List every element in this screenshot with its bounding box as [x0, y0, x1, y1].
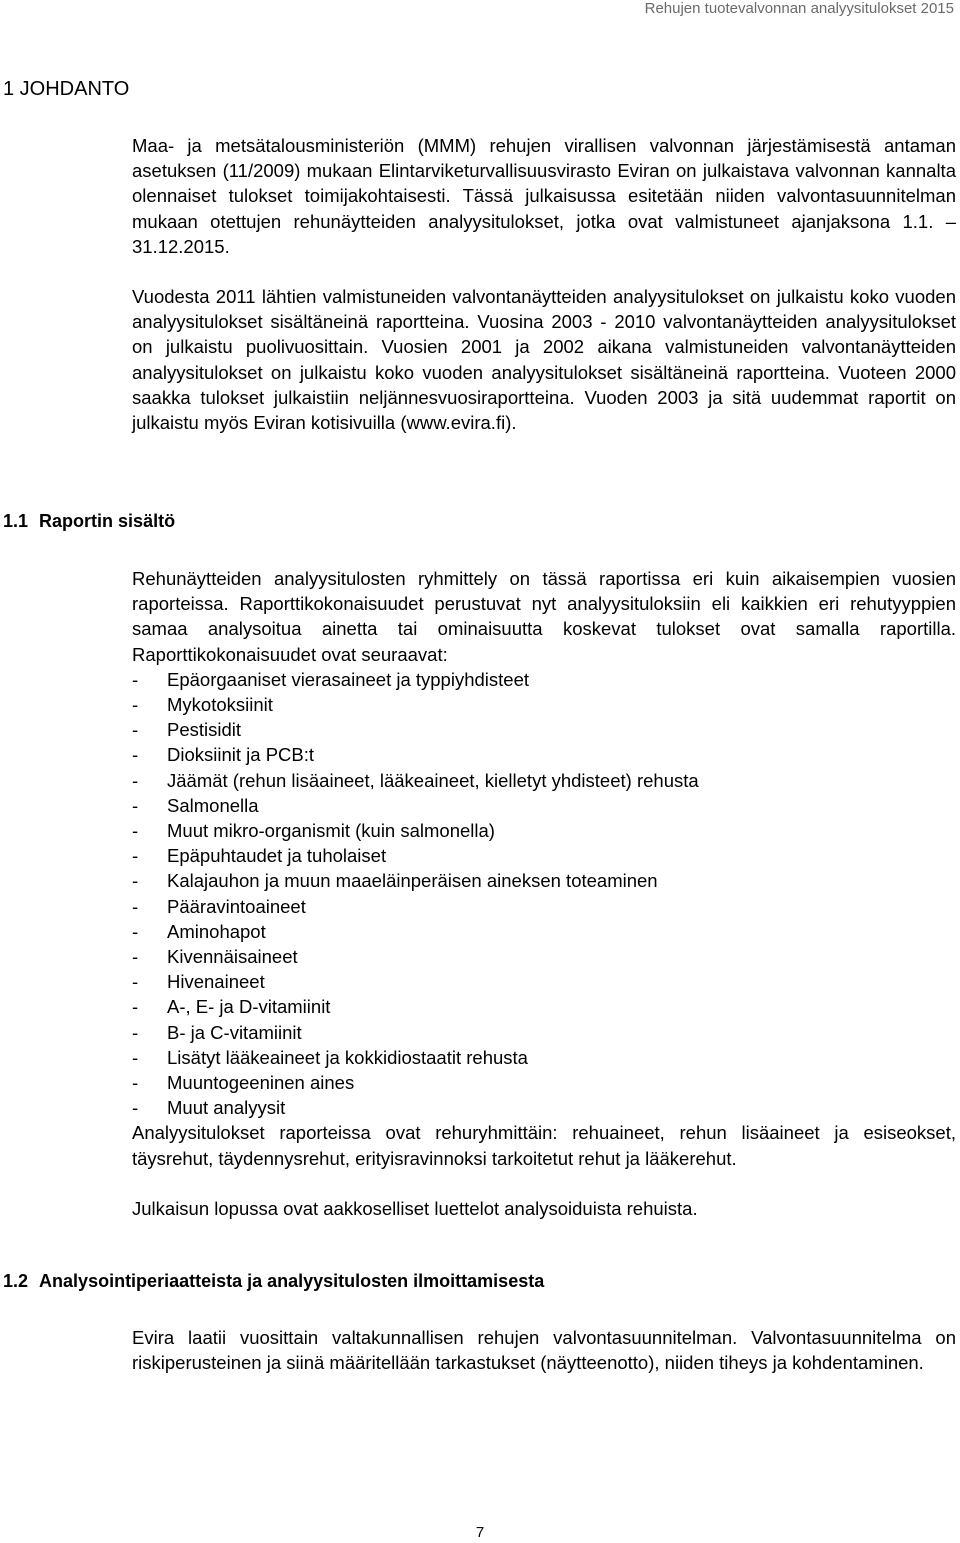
list-item	[132, 843, 956, 868]
list-item-text: Aminohapot	[167, 920, 266, 942]
list-item	[132, 1020, 956, 1045]
list-item-text: Epäpuhtaudet ja tuholaiset	[167, 845, 387, 867]
list-dash: -	[132, 744, 139, 766]
list-dash: -	[132, 895, 139, 917]
closing-text: Julkaisun lopussa ovat aakkoselliset luettelot analysoiduista rehuista.	[132, 1197, 698, 1219]
list-dash: -	[132, 820, 139, 842]
list-item-text: Pääravintoaineet	[167, 895, 306, 917]
section-heading-1-2	[3, 1270, 544, 1292]
list-dash: -	[132, 971, 139, 993]
list-item	[132, 667, 956, 692]
contents-intro: Rehunäytteiden analyysitulosten ryhmittely on tässä raportissa eri kuin aikaisempien vuosien raporteissa. Raporttikokonaisuudet perustuvat nyt analyysituloksiin eli kaikkien eri rehutyyppien samaa analysoitua ainetta tai ominaisuutta koskevat tulokset ovat samalla raportilla. Raporttikokonaisuudet ovat seuraavat:	[132, 568, 956, 665]
list-dash: -	[132, 794, 139, 816]
list-dash: -	[132, 870, 139, 892]
list-item-text: Jäämät (rehun lisäaineet, lääkeaineet, kielletyt yhdisteet) rehusta	[167, 769, 699, 791]
list-item-text: Pestisidit	[167, 719, 242, 741]
after-list-text: Analyysitulokset raporteissa ovat rehuryhmittäin: rehuaineet, rehun lisäaineet ja esiseokset, täysrehut, täydennysrehut, erityisravinnoksi tarkoitetut rehut ja lääkerehut.	[132, 1122, 956, 1169]
list-item	[132, 1070, 956, 1095]
running-header: Rehujen tuotevalvonnan analyysitulokset 2015	[644, 0, 954, 17]
list-item	[132, 994, 956, 1019]
list-item	[132, 1095, 956, 1120]
list-item	[132, 717, 956, 742]
list-item	[132, 969, 956, 994]
list-dash: -	[132, 769, 139, 791]
section-title: Analysointiperiaatteista ja analyysitulosten ilmoittamisesta	[39, 1271, 545, 1291]
list-item-text: A-, E- ja D-vitamiinit	[167, 996, 331, 1018]
list-dash: -	[132, 719, 139, 741]
section-1-1-body	[132, 566, 956, 1221]
list-dash: -	[132, 1072, 139, 1094]
list-dash: -	[132, 694, 139, 716]
intro-paragraph-1: Maa- ja metsätalousministeriön (MMM) rehujen virallisen valvonnan järjestämisestä antaman asetuksen (11/2009) mukaan Elintarviketurvallisuusvirasto Eviran on julkaistava valvonnan kannalta olennaiset tulokset toimijakohtaisesti. Tässä julkaisussa esitetään niiden valvontasuunnitelman mukaan otettujen rehunäytteiden analyysitulokset, jotka ovat valmistuneet ajanjaksona 1.1. – 31.12.2015.	[132, 135, 956, 257]
list-item-text: Dioksiinit ja PCB:t	[167, 744, 315, 766]
list-item-text: Muut analyysit	[167, 1097, 286, 1119]
section-heading-1-1	[3, 510, 175, 532]
list-item-text: Muuntogeeninen aines	[167, 1072, 355, 1094]
list-item	[132, 894, 956, 919]
list-item	[132, 1045, 956, 1070]
section-number: 1.2	[3, 1271, 29, 1291]
chapter-heading: 1 JOHDANTO	[3, 78, 130, 100]
list-item-text: Epäorgaaniset vierasaineet ja typpiyhdisteet	[167, 668, 530, 690]
list-dash: -	[132, 1097, 139, 1119]
list-item	[132, 868, 956, 893]
list-item-text: Kivennäisaineet	[167, 946, 298, 968]
list-item	[132, 742, 956, 767]
section-number: 1.1	[3, 511, 29, 531]
list-dash: -	[132, 946, 139, 968]
section-1-2-paragraph: Evira laatii vuosittain valtakunnallisen rehujen valvontasuunnitelman. Valvontasuunnitelma on riskiperusteinen ja siinä määritellään tarkastukset (näytteenotto), niiden tiheys ja kohdentaminen.	[132, 1327, 956, 1374]
list-dash: -	[132, 1021, 139, 1043]
list-item	[132, 793, 956, 818]
report-list	[132, 667, 956, 1121]
list-item	[132, 692, 956, 717]
list-dash: -	[132, 996, 139, 1018]
list-item-text: Hivenaineet	[167, 971, 265, 993]
list-item-text: B- ja C-vitamiinit	[167, 1021, 302, 1043]
list-item	[132, 818, 956, 843]
list-item-text: Muut mikro-organismit (kuin salmonella)	[167, 820, 495, 842]
list-item	[132, 768, 956, 793]
section-title: Raportin sisältö	[39, 511, 176, 531]
list-item-text: Kalajauhon ja muun maaeläinperäisen aineksen toteaminen	[167, 870, 658, 892]
list-item	[132, 944, 956, 969]
list-dash: -	[132, 920, 139, 942]
list-item-text: Lisätyt lääkeaineet ja kokkidiostaatit rehusta	[167, 1046, 528, 1068]
list-dash: -	[132, 1046, 139, 1068]
list-item	[132, 919, 956, 944]
page-number: 7	[475, 1524, 485, 1541]
list-dash: -	[132, 845, 139, 867]
intro-paragraph-2: Vuodesta 2011 lähtien valmistuneiden valvontanäytteiden analyysitulokset on julkaistu koko vuoden analyysitulokset sisältäneinä raportteina. Vuosina 2003 - 2010 valvontanäytteiden analyysitulokset on julkaistu puolivuosittain. Vuosien 2001 ja 2002 aikana valmistuneiden valvontanäytteiden analyysitulokset on julkaistu koko vuoden analyysitulokset sisältäneinä raportteina. Vuoteen 2000 saakka tulokset julkaistiin neljännesvuosiraportteina. Vuoden 2003 ja sitä uudemmat raportit on julkaistu myös Eviran kotisivuilla (www.evira.fi).	[132, 286, 956, 434]
list-item-text: Mykotoksiinit	[167, 694, 273, 716]
list-item-text: Salmonella	[167, 794, 259, 816]
list-dash: -	[132, 668, 139, 690]
